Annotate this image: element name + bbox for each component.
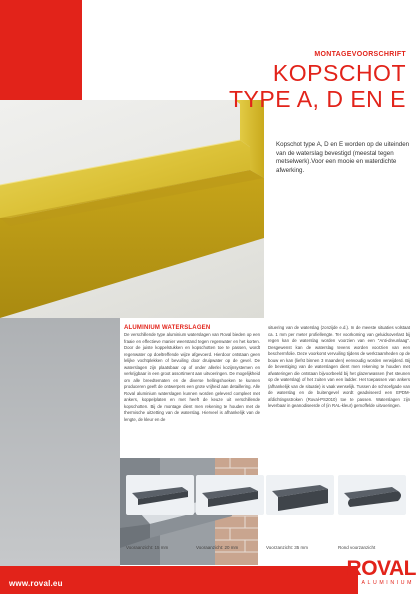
- thumbnail-label-round: Rond voorzanzicht: [338, 545, 376, 550]
- gray-side-panel: [0, 318, 120, 566]
- gold-waterslag-render: [0, 100, 264, 318]
- website-link[interactable]: www.roval.eu: [9, 579, 63, 588]
- section-title: ALUMINIUM WATERSLAGEN: [124, 325, 211, 331]
- profile-round-image: [338, 475, 406, 515]
- page-title-line1: KOPSCHOT: [272, 60, 406, 86]
- hero-product-illustration: [0, 100, 264, 318]
- roval-logo: ROVAL: [346, 557, 416, 580]
- body-column-2: situering van de waterslag (zonzijde e.d.). In de meeste situaties volstaat ca. 1 mm per meter profiellengte. Ter voorkoming van geluidsoverlast bij regen kan de waterslag worden voorzien van een "Anti-dreunlaag". Desgewenst kan de waterslag tevens worden voorzien van een beschermfolie. Deze voorkomt vervuiling tijdens de werkzaamheden op de bouw en kan (liefst binnen 3 maanden) eenvoudig worden verwijderd. Bij de bevestiging van de waterslagen dient men rekening te houden met afwateringen die ontstaan bijvoorbeeld bij het glazenwassen (het steunen op de waterslag) of het zuiten van een ladder. Het toepassen van ankers (afhankelijk van de situatie) is vaak wenselijk. Tussen de schroefgade van de waterslag en de buitengevel wordt geadviseerd een EPDM-afdichtingsstroken (Roval-PS2010) toe te passen. Waterslagen zijn leverbaar in geanodiseerde of (in RAL-kleur) gemoffelde uitvoeringen.: [268, 325, 410, 408]
- thumbnail-label-35mm: Voorzanzicht: 35 mm: [266, 545, 309, 550]
- page-title-line2: TYPE A, D EN E: [229, 86, 406, 112]
- thumbnail-label-20mm: Vooraanzicht: 20 mm: [196, 545, 239, 550]
- profile-thumbnail-round: [338, 475, 406, 515]
- profile-20mm-image: [196, 475, 264, 515]
- profile-thumbnail-35mm: [266, 475, 334, 515]
- document-type-label: MONTAGEVOORSCHRIFT: [314, 51, 406, 58]
- roval-logo-subtitle: ALUMINIUM: [361, 580, 414, 586]
- thumbnail-label-15mm: Vooraanzicht: 15 mm: [126, 545, 169, 550]
- profile-thumbnail-20mm: [196, 475, 264, 515]
- body-column-1: De verschillende type aluminium waterslagen van Roval bieden op een fraaie en effectieve manier weerstand tegen regenwater en het korten. Door de juiste koppelstukken en kopschotten toe te passen, wordt regenwater op doeltreffende wijze afgevoerd. Hierdoor ontstaan geen lelijke vochtplekken of bevuiling door druipwater op de gevel. De waterslagen zijn plaatsbaar op of onder allerlei kozijnsystemen en verkrijgbaar in een groot assortiment aan uitvoeringen. De mogelijkheid om alle breedtematen en de diverse hellingshoeken te kunnen produceren geeft de ontwerpers een grote vrijheid aan detaillering. Alle Roval aluminium waterslagen kunnen worden geleverd compleet met ankers, koppelplaten en met heeft de keuze uit verschillende kopschotten. Bij de montage dient men rekening te houden met de thermische uitzetting van de waterslag. Hierveel is afhankelijk van de lengte, de kleur en de: [124, 332, 260, 422]
- profile-thumbnail-15mm: [126, 475, 194, 515]
- intro-paragraph: Kopschot type A, D en E worden op de uiteinden van de waterslag bevestigd (meestal tegen metselwerk).Voor een mooie en waterdichte afwerking.: [276, 141, 410, 174]
- profile-35mm-image: [266, 475, 334, 515]
- profile-15mm-image: [126, 475, 194, 515]
